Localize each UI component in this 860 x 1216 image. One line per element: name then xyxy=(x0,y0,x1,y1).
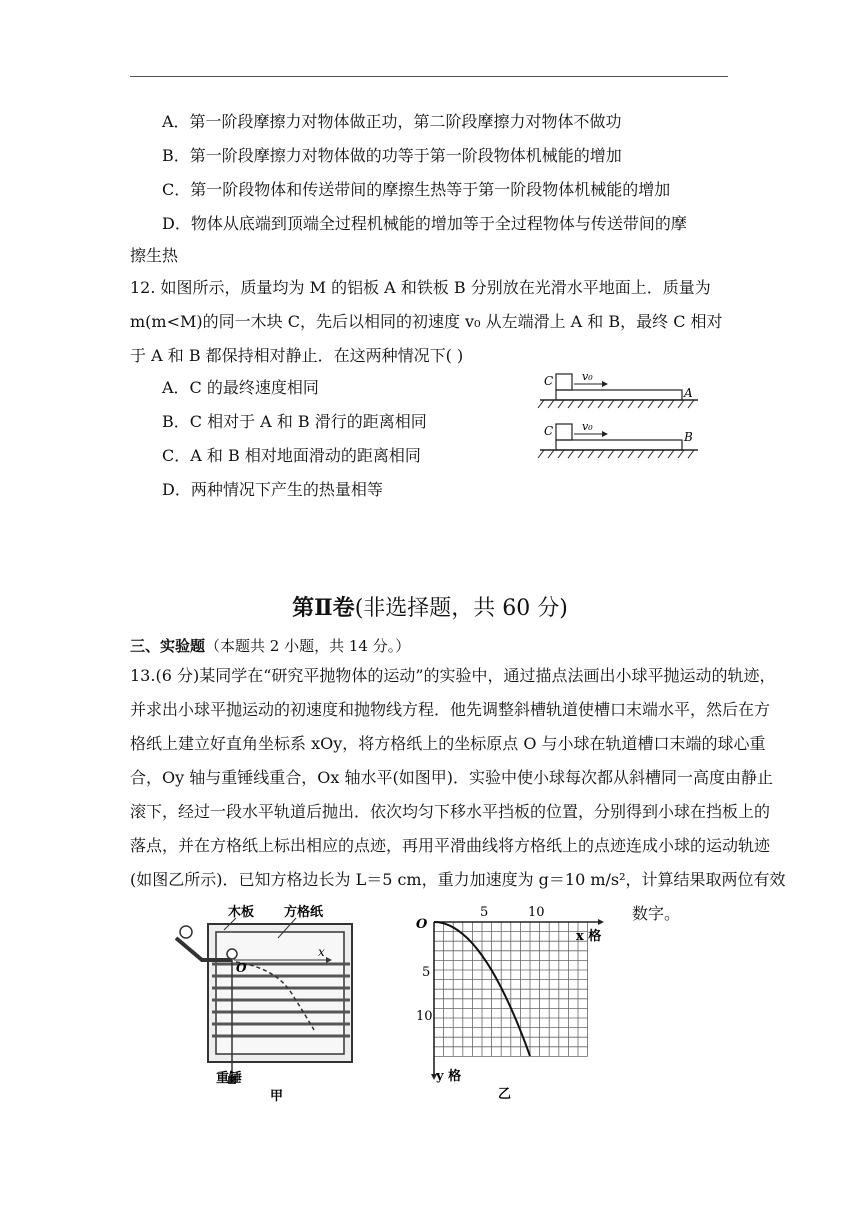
section-heading-bold: 三、实验题 xyxy=(130,637,206,655)
part2-title-rest: (非选择题，共 60 分) xyxy=(354,596,568,621)
q13-line-6: 落点，并在方格纸上标出相应的点迹，再用平滑曲线将方格纸上的点迹连成小球的运动轨迹 xyxy=(130,836,771,855)
label-a: A xyxy=(684,386,693,400)
block-c-top xyxy=(556,374,572,390)
q13-line-7: (如图乙所示)．已知方格边长为 L＝5 cm，重力加速度为 g＝10 m/s²，计算结果取两位有效 xyxy=(130,870,786,889)
part2-title-bold: 第Ⅱ卷 xyxy=(292,595,355,621)
y-axis-label: y 格 xyxy=(436,1069,462,1084)
q11-option-a: A．第一阶段摩擦力对物体做正功，第二阶段摩擦力对物体不做功 xyxy=(162,112,622,131)
board-b xyxy=(556,440,682,450)
label-b: B xyxy=(684,430,693,444)
label-c-bottom: C xyxy=(544,424,554,438)
header-rule xyxy=(130,76,728,77)
label-v0-bottom: v₀ xyxy=(582,420,593,433)
q13-line-2: 并求出小球平抛运动的初速度和抛物线方程．他先调整斜槽轨道使槽口末端水平，然后在方 xyxy=(130,700,771,719)
ball-on-chute xyxy=(180,926,192,938)
tick-x-10: 10 xyxy=(528,905,545,920)
q13-line-8: 数字。 xyxy=(632,904,681,923)
figure-yi xyxy=(410,898,610,1110)
ball-at-outlet xyxy=(227,949,237,959)
label-origin-o: O xyxy=(236,961,247,975)
label-v0-top: v₀ xyxy=(582,370,593,383)
tick-y-10: 10 xyxy=(416,1009,433,1024)
grid-lines xyxy=(434,922,588,1056)
q11-option-c: C．第一阶段物体和传送带间的摩擦生热等于第一阶段物体机械能的增加 xyxy=(162,180,671,199)
label-c-top: C xyxy=(544,374,554,388)
q12-option-d: D．两种情况下产生的热量相等 xyxy=(162,480,383,499)
label-grid-paper: 方格纸 xyxy=(284,905,324,920)
q13-line-1: 13.(6 分)某同学在“研究平抛物体的运动”的实验中，通过描点法画出小球平抛运动的轨迹， xyxy=(130,666,776,685)
q12-option-a: A．C 的最终速度相同 xyxy=(162,378,319,397)
label-wooden-board: 木板 xyxy=(228,905,255,920)
q12-figure xyxy=(536,364,706,464)
part2-title xyxy=(0,594,860,623)
figure-jia xyxy=(166,898,362,1108)
q13-line-3: 格纸上建立好直角坐标系 xOy，将方格纸上的坐标原点 O 与小球在轨道槽口末端的球心重 xyxy=(130,734,766,753)
section-heading-rest: （本题共 2 小题，共 14 分。） xyxy=(205,637,411,655)
origin-label: O xyxy=(416,917,428,932)
ground-hatch-bottom xyxy=(538,450,694,458)
q11-option-d: D．物体从底端到顶端全过程机械能的增加等于全过程物体与传送带间的摩 xyxy=(162,214,687,233)
q12-option-b: B．C 相对于 A 和 B 滑行的距离相同 xyxy=(162,412,427,431)
q11-option-d-cont: 擦生热 xyxy=(130,246,179,265)
q13-line-4: 合，Oy 轴与重锤线重合，Ox 轴水平(如图甲)．实验中使小球每次都从斜槽同一高度由静止 xyxy=(130,768,773,787)
tick-y-5: 5 xyxy=(422,965,431,980)
q11-option-b: B．第一阶段摩擦力对物体做的功等于第一阶段物体机械能的增加 xyxy=(162,146,622,165)
q12-option-c: C．A 和 B 相对地面滑动的距离相同 xyxy=(162,446,421,465)
tick-x-5: 5 xyxy=(480,905,489,920)
caption-yi: 乙 xyxy=(498,1087,512,1102)
q13-line-5: 滚下，经过一段水平轨道后抛出．依次均匀下移水平挡板的位置，分别得到小球在挡板上的 xyxy=(130,802,771,821)
label-x: x xyxy=(318,945,325,959)
ground-hatch-top xyxy=(538,400,694,408)
board-a xyxy=(556,390,682,400)
q12-stem-3: 于 A 和 B 都保持相对静止．在这两种情况下( ) xyxy=(130,346,464,365)
block-c-bottom xyxy=(556,424,572,440)
section-heading xyxy=(130,636,410,656)
label-weight: 重锤 xyxy=(216,1071,243,1086)
x-axis-label: x 格 xyxy=(576,929,602,944)
q12-stem-1: 12. 如图所示，质量均为 M 的铝板 A 和铁板 B 分别放在光滑水平地面上．质量为 xyxy=(130,278,711,297)
q12-stem-2: m(m<M)的同一木块 C，先后以相同的初速度 v₀ 从左端滑上 A 和 B，最终 C 相对 xyxy=(130,312,723,331)
caption-jia: 甲 xyxy=(270,1089,284,1104)
